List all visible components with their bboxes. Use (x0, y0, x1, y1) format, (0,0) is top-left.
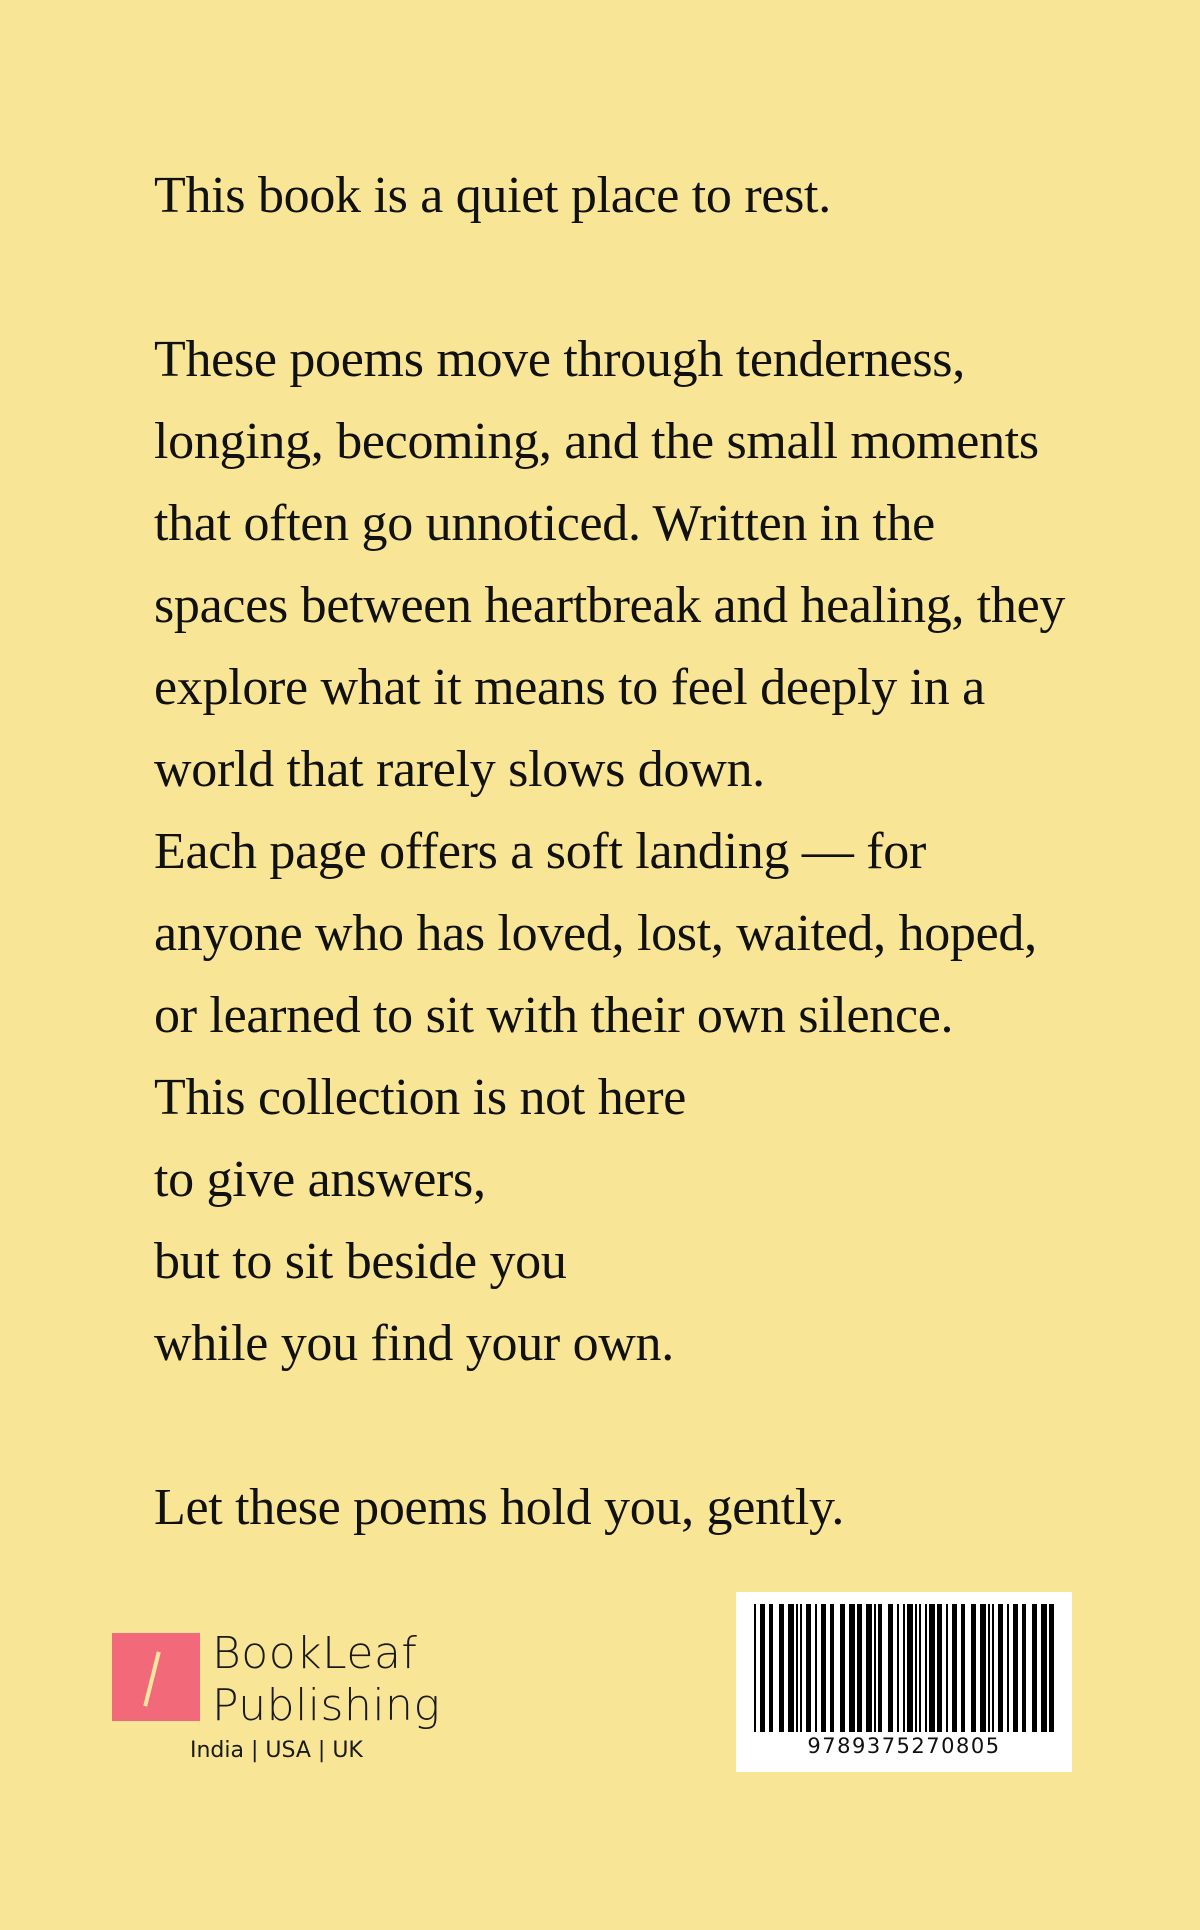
barcode-bar (903, 1604, 905, 1732)
barcode-bar (915, 1604, 917, 1732)
isbn-number: 9789375270805 (807, 1734, 1001, 1758)
blurb-line: explore what it means to feel deeply in a (154, 659, 985, 716)
paragraph-gap (154, 1385, 1114, 1467)
barcode-bar (754, 1604, 756, 1732)
barcode-bar (760, 1604, 765, 1732)
barcode-bar (952, 1604, 957, 1732)
barcode-bar (878, 1604, 882, 1732)
barcode-bar (769, 1604, 773, 1732)
barcode-bar (815, 1604, 817, 1732)
blurb-line: Each page offers a soft landing — for (154, 823, 926, 880)
barcode-bar (1032, 1604, 1037, 1732)
barcode-bar (925, 1604, 927, 1732)
barcode-bar (1013, 1604, 1018, 1732)
blurb-line: longing, becoming, and the small moments (154, 413, 1039, 470)
logo-square-icon (112, 1633, 200, 1721)
barcode-bar (946, 1604, 948, 1732)
publisher-logo (112, 1628, 472, 1768)
blurb-line: anyone who has loved, lost, waited, hoped, (154, 905, 1037, 962)
barcode-bar (796, 1604, 798, 1732)
barcode-bar (788, 1604, 794, 1732)
barcode-bar (1049, 1604, 1054, 1732)
paragraph-gap (154, 237, 1114, 319)
barcode-bar (971, 1604, 976, 1732)
slash-icon (143, 1651, 160, 1706)
barcode-bar (888, 1604, 893, 1732)
isbn-barcode (736, 1592, 1072, 1772)
publisher-name-line1: BookLeaf (212, 1628, 418, 1679)
barcode-bar (830, 1604, 834, 1732)
blurb-line: but to sit beside you (154, 1233, 567, 1290)
barcode-bar (929, 1604, 935, 1732)
barcode-bar (1022, 1604, 1026, 1732)
barcode-bar (800, 1604, 802, 1732)
barcode-bar (821, 1604, 826, 1732)
barcode-bar (857, 1604, 862, 1732)
publisher-name (212, 1628, 440, 1732)
barcode-bar (849, 1604, 855, 1732)
barcode-bar (992, 1604, 994, 1732)
barcode-bar (1007, 1604, 1009, 1732)
barcode-icon (746, 1604, 1062, 1732)
barcode-bar (874, 1604, 876, 1732)
blurb-line: or learned to sit with their own silence. (154, 987, 954, 1044)
barcode-bar (840, 1604, 845, 1732)
blurb-line: spaces between heartbreak and healing, they (154, 577, 1066, 634)
blurb-line: world that rarely slows down. (154, 741, 765, 798)
barcode-bar (980, 1604, 986, 1732)
barcode-bar (961, 1604, 965, 1732)
barcode-bar (1041, 1604, 1047, 1732)
blurb-line: that often go unnoticed. Written in the (154, 495, 935, 552)
publisher-regions: India | USA | UK (190, 1738, 363, 1763)
blurb-line: while you find your own. (154, 1315, 674, 1372)
blurb-line: to give answers, (154, 1151, 486, 1208)
barcode-bar (988, 1604, 990, 1732)
barcode-bar (806, 1604, 811, 1732)
barcode-bar (779, 1604, 784, 1732)
publisher-name-line2: Publishing (212, 1680, 441, 1731)
blurb-text (154, 155, 1114, 1549)
barcode-bar (937, 1604, 942, 1732)
blurb-opening: This book is a quiet place to rest. (154, 167, 831, 224)
blurb-closing: Let these poems hold you, gently. (154, 1479, 845, 1536)
barcode-bar (866, 1604, 872, 1732)
barcode-bar (998, 1604, 1003, 1732)
blurb-line: These poems move through tenderness, (154, 331, 965, 388)
barcode-bar (897, 1604, 899, 1732)
blurb-line: This collection is not here (154, 1069, 686, 1126)
barcode-bar (907, 1604, 913, 1732)
barcode-bar (919, 1604, 921, 1732)
